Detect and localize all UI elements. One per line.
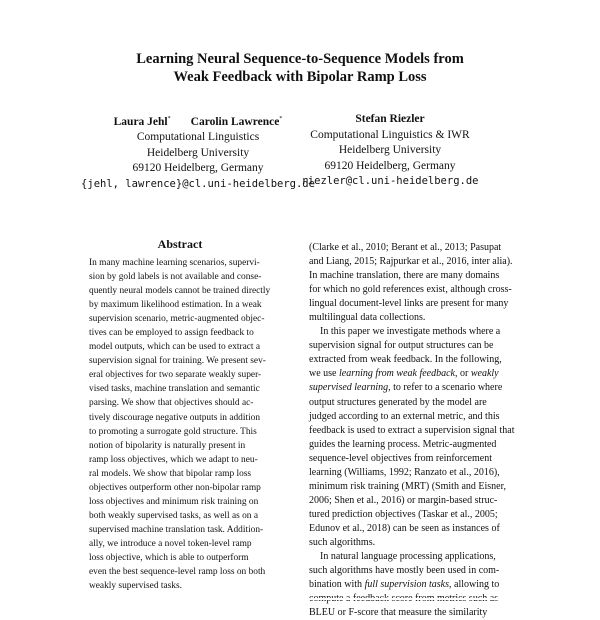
address-left: 69120 Heidelberg, Germany xyxy=(132,162,264,175)
body-line: and Liang, 2015; Rajpurkar et al., 2016, inter alia). xyxy=(309,256,513,268)
body-line: we use learning from weak feedback, or weakly xyxy=(309,368,499,380)
body-line: guides the learning process. Metric-augmented xyxy=(309,438,497,450)
body-line: multilingual data collections. xyxy=(309,312,426,324)
body-line: In this paper we investigate methods where a xyxy=(320,326,501,338)
abstract-line: objectives outperform other non-bipolar ramp xyxy=(89,482,261,493)
author-names-left xyxy=(78,112,318,130)
body-line: supervision signal for output structures can be xyxy=(309,340,494,352)
body-line: minimum risk training (MRT) (Smith and Eisner, xyxy=(309,480,507,492)
abstract-line: quently neural models cannot be trained directly xyxy=(89,286,271,297)
abstract-line: both weakly supervised tasks, as well as on a xyxy=(89,510,258,521)
body-line: extracted from weak feedback. In the following, xyxy=(309,354,502,366)
address-right: 69120 Heidelberg, Germany xyxy=(324,159,456,172)
author-block-right xyxy=(300,112,480,190)
abstract-line: supervision signal for training. We present sev- xyxy=(89,356,266,367)
affiliation-right: Computational Linguistics & IWR xyxy=(310,128,470,141)
body-line: judged according to an external metric, and this xyxy=(309,410,500,422)
abstract-line: supervision scenario, metric-augmented objec- xyxy=(89,314,265,325)
abstract-line: In many machine learning scenarios, supervi- xyxy=(89,258,260,268)
abstract-line: loss objectives and minimum risk training on xyxy=(89,496,259,507)
body-line: learning (Williams, 1992; Ranzato et al., 2016), xyxy=(309,466,500,478)
body-line: bination with full supervision tasks, allowing to xyxy=(309,579,500,591)
abstract-line: to promoting a surrogate gold structure. This xyxy=(89,426,257,437)
university-left: Heidelberg University xyxy=(146,146,250,159)
author-riezler: Stefan Riezler xyxy=(355,113,425,125)
abstract-line: weakly supervised tasks. xyxy=(89,581,182,592)
abstract-line: by maximum likelihood estimation. In a weak xyxy=(89,300,262,311)
abstract-line: vised tasks, machine translation and semantic xyxy=(89,384,260,395)
body-line: In machine translation, there are many domains xyxy=(309,270,500,282)
abstract-line: supervised machine translation task. Addition- xyxy=(89,524,264,535)
body-line: for which no gold references exist, although cross- xyxy=(309,284,512,296)
body-line: lingual document-level links are present for many xyxy=(309,298,509,310)
abstract-line: model outputs, which can be used to extract a xyxy=(89,342,261,353)
body-line: tured prediction objectives (Taskar et al., 2005; xyxy=(309,508,498,520)
body-line: such algorithms have mostly been used in com- xyxy=(309,565,500,577)
title-line-2: Weak Feedback with Bipolar Ramp Loss xyxy=(173,69,427,85)
body-line: (Clarke et al., 2010; Berant et al., 2013; Pasupat xyxy=(309,242,502,253)
university-right: Heidelberg University xyxy=(338,144,442,156)
abstract-line: ral models. We show that bipolar ramp loss xyxy=(89,468,252,479)
body-line: such algorithms. xyxy=(309,536,376,548)
abstract-line: even the best sequence-level ramp loss on both xyxy=(89,567,266,578)
abstract-line: eral objectives for two separate weakly super- xyxy=(89,370,262,381)
abstract-heading: Abstract xyxy=(157,237,203,251)
body-line: output structures generated by the model are xyxy=(309,396,487,408)
author-jehl: Laura Jehl* xyxy=(113,115,171,128)
abstract-line: ally, we introduce a novel token-level ramp xyxy=(89,538,252,549)
paper-title xyxy=(0,50,600,86)
email-left: {jehl, lawrence}@cl.uni-heidelberg.de xyxy=(81,177,315,190)
abstract-line: notion of bipolarity is naturally present in xyxy=(89,440,246,451)
title-line-1: Learning Neural Sequence-to-Sequence Models from xyxy=(136,51,464,67)
abstract-line: tives can be employed to assign feedback to xyxy=(89,328,254,339)
abstract-line: loss objective, which is able to outperform xyxy=(89,552,249,563)
body-line: BLEU or F-score that measure the similarity xyxy=(309,607,488,619)
abstract-body xyxy=(89,256,279,593)
body-line: supervised learning, to refer to a scenario where xyxy=(309,382,503,394)
author-block-left xyxy=(78,112,318,192)
abstract-line: sion by gold labels is not available and conse- xyxy=(89,272,262,283)
email-right: riezler@cl.uni-heidelberg.de xyxy=(301,175,479,187)
affiliation-left: Computational Linguistics xyxy=(136,131,260,144)
abstract-line: ramp loss objectives, which we adapt to neu- xyxy=(89,454,258,465)
abstract-line: parsing. We show that objectives should ac- xyxy=(89,398,254,409)
body-line: sequence-level objectives from reinforcement xyxy=(309,452,492,464)
body-line: 2006; Shen et al., 2016) or margin-based struc- xyxy=(309,494,498,506)
author-lawrence: Carolin Lawrence* xyxy=(190,115,283,128)
body-line: feedback is used to extract a supervision signal that xyxy=(309,424,515,436)
intro-column-right xyxy=(309,241,534,620)
body-line: In natural language processing applications, xyxy=(320,551,496,563)
body-line: Edunov et al., 2018) can be seen as instances of xyxy=(309,522,500,534)
abstract-line: tively discourage negative outputs in addition xyxy=(89,412,261,423)
